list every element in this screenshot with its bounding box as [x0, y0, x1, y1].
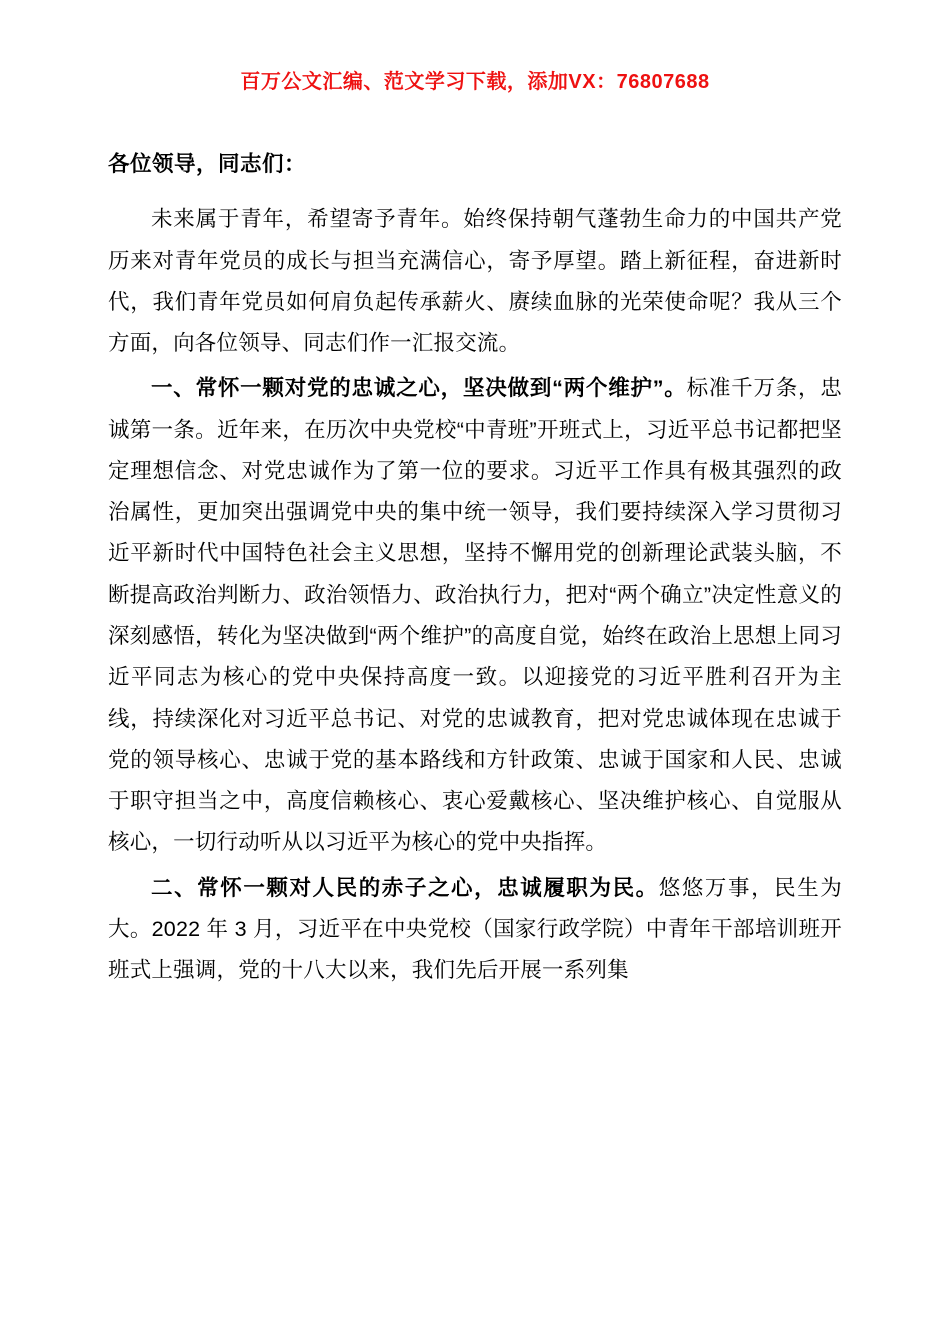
- paragraph-section-two: [108, 868, 842, 992]
- paragraph-intro-text: 未来属于青年，希望寄予青年。始终保持朝气蓬勃生命力的中国共产党历来对青年党员的成长与担当充满信心，寄予厚望。踏上新征程，奋进新时代，我们青年党员如何肩负起传承薪火、赓续血脉的光荣使命呢？我从三个方面，向各位领导、同志们作一汇报交流。: [108, 207, 842, 356]
- watermark-banner: 百万公文汇编、范文学习下载，添加VX：76807688: [240, 71, 710, 93]
- salutation: 各位领导，同志们：: [108, 152, 307, 176]
- document-body: [108, 148, 842, 991]
- section-one-heading: 一、常怀一颗对党的忠诚之心，坚决做到“两个维护”。: [151, 376, 687, 401]
- section-two-text: 悠悠万事，民生为大。2022 年 3 月，习近平在中央党校（国家行政学院）中青年干部培训班开班式上强调，党的十八大以来，我们先后开展一系列集: [108, 875, 842, 983]
- paragraph-intro: [108, 199, 842, 364]
- section-two-heading: 二、常怀一颗对人民的赤子之心，忠诚履职为民。: [151, 875, 659, 900]
- paragraph-section-one: [108, 368, 842, 863]
- section-one-text: 标准千万条，忠诚第一条。近年来，在历次中央党校“中青班”开班式上，习近平总书记都把坚定理想信念、对党忠诚作为了第一位的要求。习近平工作具有极其强烈的政治属性，更加突出强调党中央的集中统一领导，我们要持续深入学习贯彻习近平新时代中国特色社会主义思想，坚持不懈用党的创新理论武装头脑，不断提高政治判断力、政治领悟力、政治执行力，把对“两个确立”决定性意义的深刻感悟，转化为坚决做到“两个维护”的高度自觉，始终在政治上思想上同习近平同志为核心的党中央保持高度一致。以迎接党的习近平胜利召开为主线，持续深化对习近平总书记、对党的忠诚教育，把对党忠诚体现在忠诚于党的领导核心、忠诚于党的基本路线和方针政策、忠诚于国家和人民、忠诚于职守担当之中，高度信赖核心、衷心爱戴核心、坚决维护核心、自觉服从核心，一切行动听从以习近平为核心的党中央指挥。: [108, 376, 842, 855]
